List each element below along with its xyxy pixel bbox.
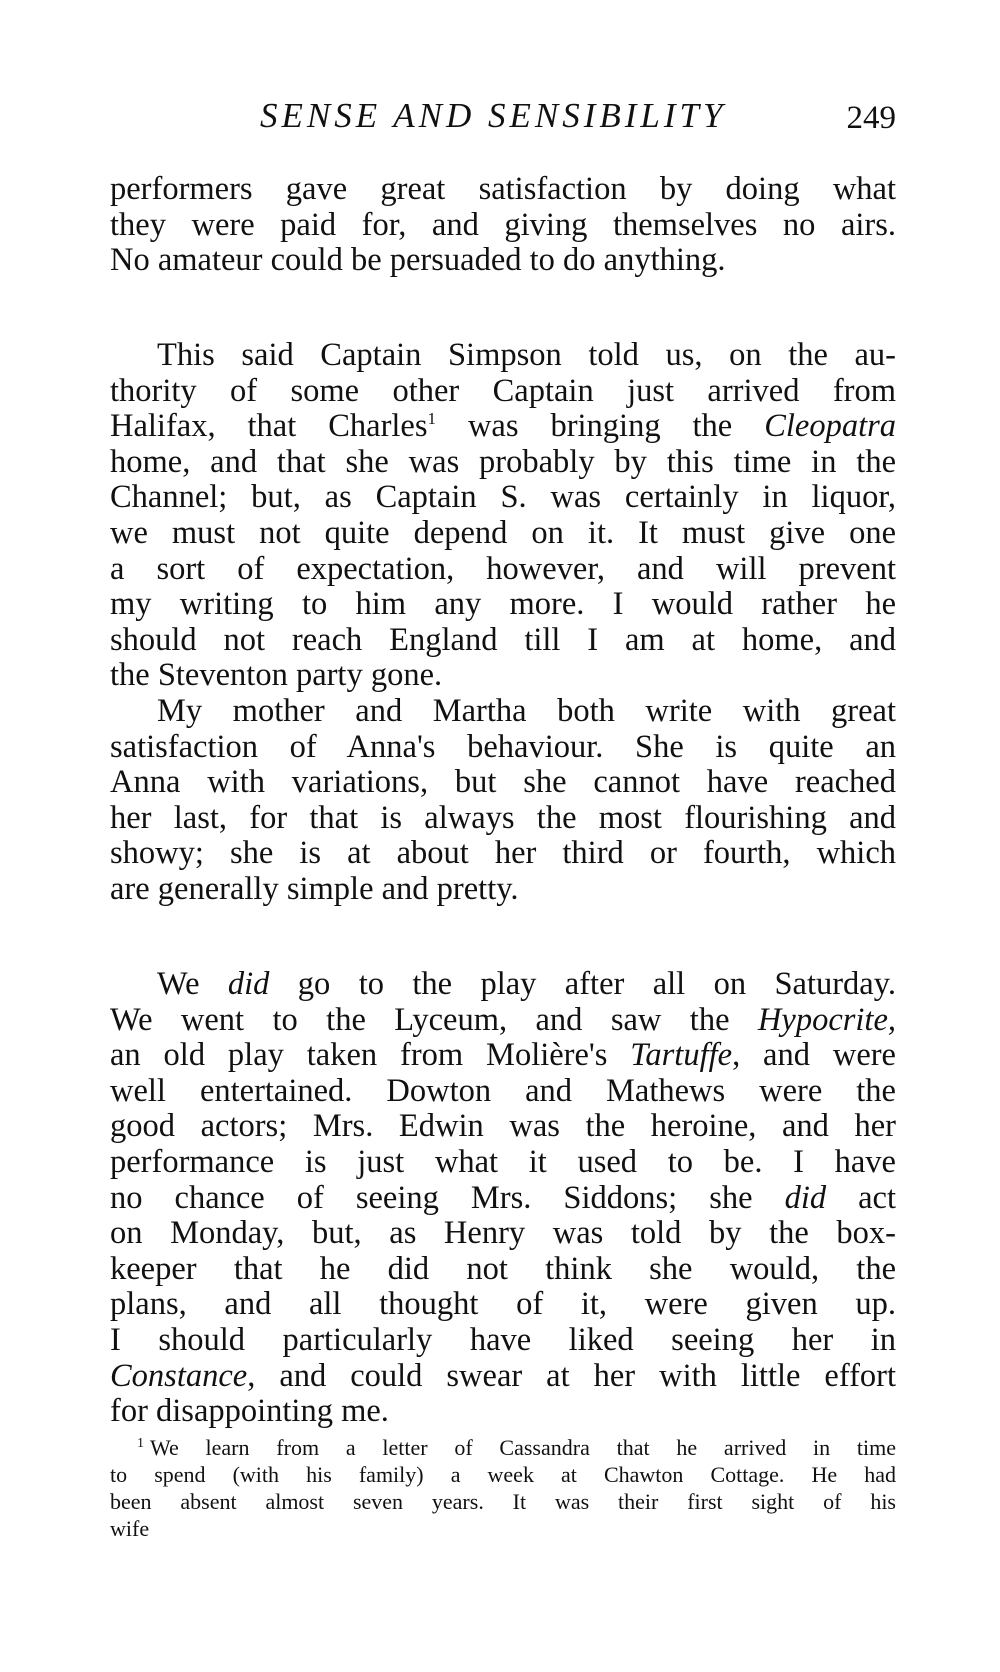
text-line: my writing to him any more. I would rather he	[110, 586, 896, 623]
text-line	[110, 1359, 896, 1395]
text-line: satisfaction of Anna's behaviour. She is quite an	[110, 728, 896, 765]
text-line: good actors; Mrs. Edwin was the heroine, and her	[110, 1108, 896, 1145]
text-line	[110, 1038, 896, 1074]
text-span: no chance of seeing Mrs. Siddons; she	[110, 1179, 785, 1216]
italic-emphasis: did	[227, 966, 270, 1002]
text-line: keeper that he did not think she would, the	[110, 1250, 896, 1287]
text-line: thority of some other Captain just arrived from	[110, 372, 896, 409]
footnote-line: been absent almost seven years. It was their first sight of his	[110, 1489, 896, 1514]
italic-ship-name: Cleopatra	[764, 408, 896, 445]
text-line: I should particularly have liked seeing her in	[110, 1321, 896, 1358]
text-span: act	[826, 1179, 896, 1216]
text-line: performance is just what it used to be. I have	[110, 1143, 896, 1180]
text-line: they were paid for, and giving themselves no airs.	[110, 206, 896, 243]
text-line: No amateur could be persuaded to do anything.	[110, 242, 726, 279]
text-line: well entertained. Dowton and Mathews were the	[110, 1072, 896, 1109]
text-line	[110, 409, 896, 445]
text-span: was bringing the	[436, 408, 765, 445]
italic-play-title: Hypocrite,	[757, 1001, 896, 1038]
text-line: showy; she is at about her third or fourth, which	[110, 835, 896, 872]
text-line: the Steventon party gone.	[110, 657, 443, 694]
footnote-reference[interactable]: 1	[427, 409, 436, 429]
paragraphs-2-3	[110, 338, 896, 908]
footnote-line	[110, 1434, 896, 1461]
text-line: This said Captain Simpson told us, on the au-	[157, 337, 896, 373]
paragraph-1	[110, 172, 896, 279]
italic-emphasis: did	[784, 1179, 827, 1216]
text-line: plans, and all thought of it, were given up.	[110, 1286, 896, 1323]
footnote-line: wife	[110, 1516, 150, 1541]
text-span: , and were	[732, 1037, 896, 1074]
page-number: 249	[846, 100, 896, 136]
paragraph-4	[110, 967, 896, 1430]
text-line: are generally simple and pretty.	[110, 870, 519, 907]
text-line: Channel; but, as Captain S. was certainly in liquor,	[110, 479, 896, 516]
text-span: We	[157, 966, 228, 1002]
text-line: on Monday, but, as Henry was told by the box-	[110, 1215, 896, 1252]
text-span: We went to the Lyceum, and saw the	[110, 1001, 758, 1038]
italic-role-name: Constance	[110, 1357, 248, 1394]
running-title: SENSE AND SENSIBILITY	[260, 96, 727, 135]
text-line: for disappointing me.	[110, 1393, 389, 1430]
text-line: performers gave great satisfaction by doing what	[110, 171, 896, 207]
text-span: an old play taken from Molière's	[110, 1037, 631, 1074]
text-line: her last, for that is always the most flourishing and	[110, 799, 896, 836]
footnote-line: to spend (with his family) a week at Chawton Cottage. He had	[110, 1462, 896, 1487]
text-span: Halifax, that Charles	[110, 408, 428, 445]
text-span: We learn from a letter of Cassandra that he arrived in time	[150, 1435, 896, 1460]
footnote-marker: 1	[137, 1436, 144, 1451]
page-header	[110, 96, 900, 146]
text-line: should not reach England till I am at home, and	[110, 621, 896, 658]
text-line: home, and that she was probably by this time in the	[110, 443, 896, 480]
text-line: My mother and Martha both write with great	[157, 692, 896, 729]
text-span: , and could swear at her with little effort	[247, 1357, 896, 1394]
text-line: Anna with variations, but she cannot have reached	[110, 764, 896, 801]
text-line: a sort of expectation, however, and will prevent	[110, 550, 896, 587]
text-line	[110, 967, 896, 1003]
text-line	[110, 1003, 896, 1039]
italic-play-title: Tartuffe	[630, 1037, 733, 1074]
text-span: go to the play after all on Saturday.	[269, 966, 896, 1002]
text-line: we must not quite depend on it. It must give one	[110, 514, 896, 551]
text-line	[110, 1181, 896, 1217]
footnote	[110, 1434, 896, 1542]
